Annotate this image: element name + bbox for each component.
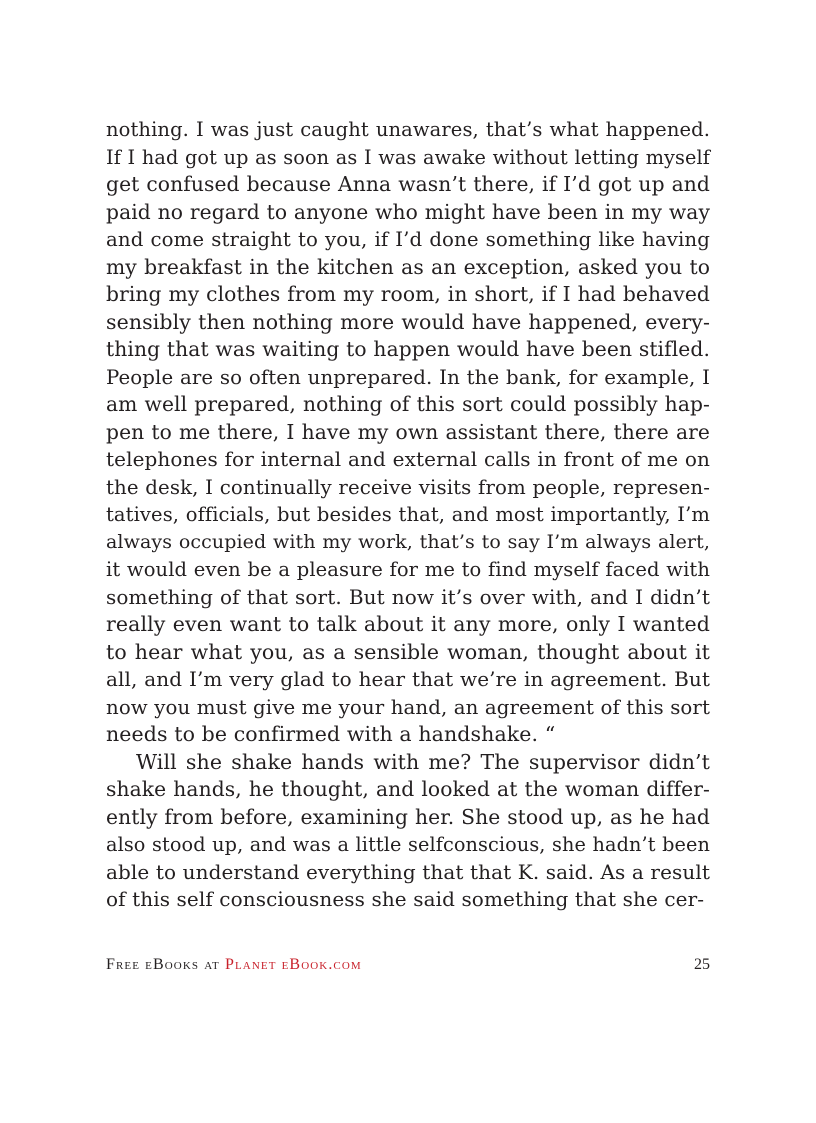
text-line: now you must give me your hand, an agreement of this sort	[106, 695, 710, 719]
text-line: shake hands, he thought, and looked at the woman differ-	[106, 777, 710, 801]
text-line: Will she shake hands with me? The supervisor didn’t	[136, 749, 710, 774]
text-line: paid no regard to anyone who might have been in my way	[106, 199, 710, 224]
page-number: 25	[694, 956, 710, 973]
text-line: something of that sort. But now it’s over with, and I didn’t	[106, 584, 710, 609]
paragraph	[106, 116, 710, 749]
text-line: People are so often unprepared. In the bank, for example, I	[106, 365, 710, 389]
text-line: nothing. I was just caught unawares, that’s what happened.	[106, 118, 710, 141]
text-line: get confused because Anna wasn’t there, if I’d got up and	[106, 172, 710, 196]
text-line: it would even be a pleasure for me to find myself faced with	[106, 558, 710, 581]
text-line: pen to me there, I have my own assistant there, there are	[106, 419, 710, 444]
text-line: am well prepared, nothing of this sort could possibly hap-	[106, 392, 710, 416]
text-line: also stood up, and was a little selfconscious, she hadn’t been	[106, 833, 710, 856]
text-line: bring my clothes from my room, in short, if I had behaved	[106, 282, 710, 306]
body-text	[106, 116, 710, 914]
text-line: and come straight to you, if I’d done something like having	[106, 228, 710, 251]
footer-credit	[106, 953, 362, 977]
text-line: always occupied with my work, that’s to say I’m always alert,	[106, 530, 710, 553]
text-line: sensibly then nothing more would have happened, every-	[106, 309, 710, 334]
text-line: tatives, officials, but besides that, and most importantly, I’m	[106, 503, 710, 526]
text-line: my breakfast in the kitchen as an exception, asked you to	[106, 254, 710, 279]
paragraph	[106, 749, 710, 914]
text-line: If I had got up as soon as I was awake without letting myself	[106, 145, 710, 169]
text-line: all, and I’m very glad to hear that we’re in agreement. But	[106, 667, 710, 691]
footer-prefix: Free eBooks at	[106, 956, 225, 973]
text-line: able to understand everything that that K. said. As a result	[106, 859, 710, 884]
footer-brand-link[interactable]: Planet eBook.com	[224, 956, 362, 973]
text-line: ently from before, examining her. She stood up, as he had	[106, 804, 710, 829]
text-line: thing that was waiting to happen would have been stifled.	[106, 337, 710, 361]
text-line: of this self consciousness she said something that she cer-	[106, 887, 705, 911]
text-line: the desk, I continually receive visits from people, represen-	[106, 475, 710, 499]
text-line: needs to be confirmed with a handshake. “	[106, 722, 556, 746]
text-line: to hear what you, as a sensible woman, thought about it	[106, 639, 710, 664]
page-footer	[106, 953, 710, 977]
text-line: really even want to talk about it any more, only I wanted	[106, 612, 710, 636]
text-line: telephones for internal and external calls in front of me on	[106, 447, 710, 471]
